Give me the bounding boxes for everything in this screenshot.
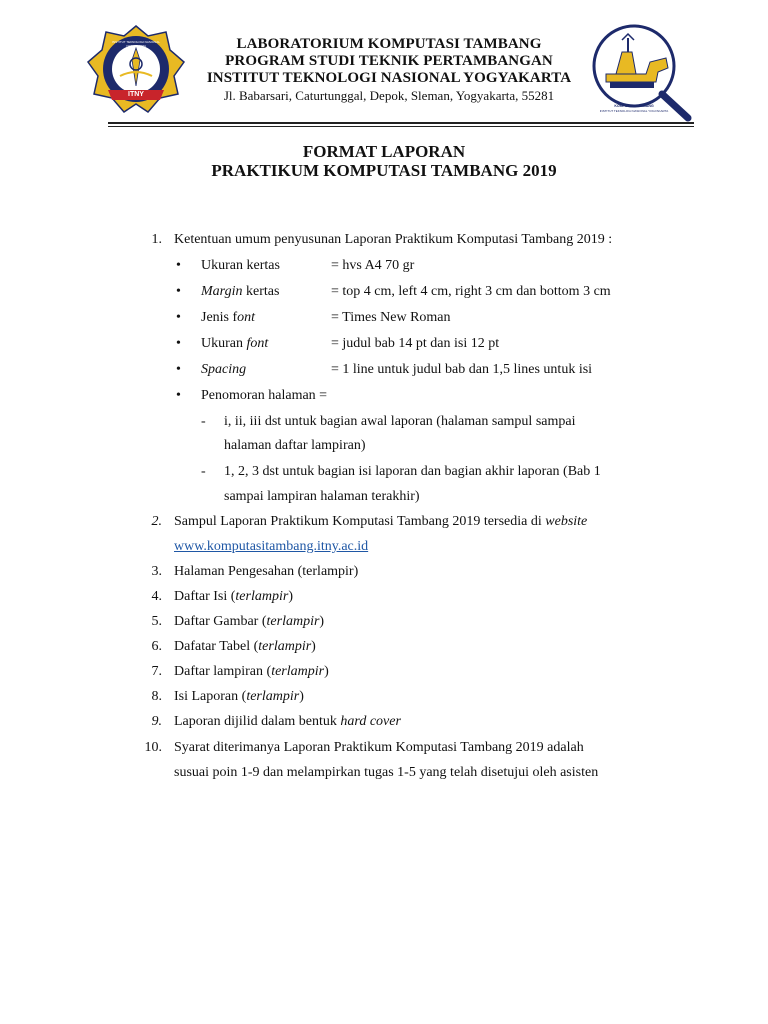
address: Jl. Babarsari, Caturtunggal, Depok, Sleman, Yogyakarta, 55281 xyxy=(223,88,555,103)
logo-ribbon-text: ITNY xyxy=(128,91,144,98)
bullet-value: = Times New Roman xyxy=(331,310,451,325)
dash: - xyxy=(201,414,206,429)
item-text: susuai poin 1-9 dan melampirkan tugas 1-5 yang telah disetujui oleh asisten xyxy=(174,765,599,780)
item-text xyxy=(174,514,587,530)
dash-text: i, ii, iii dst untuk bagian awal laporan (halaman sampul sampai xyxy=(224,414,576,429)
text-pre: Isi Laporan ( xyxy=(174,689,247,704)
text-pre: Laporan dijilid dalam bentuk xyxy=(174,714,341,729)
bullet-label: Ukuran kertas xyxy=(201,258,280,273)
item-text xyxy=(174,614,324,630)
bullet-label xyxy=(201,310,255,326)
item-text xyxy=(174,689,304,705)
item-number: 8. xyxy=(151,689,162,704)
bullet-value: = judul bab 14 pt dan isi 12 pt xyxy=(331,336,500,351)
item-text xyxy=(174,639,316,655)
text-pre: Daftar Isi ( xyxy=(174,589,236,604)
italic-term: ont xyxy=(237,310,256,325)
item-number: 6. xyxy=(151,639,162,654)
text-pre: Daftar lampiran ( xyxy=(174,664,272,679)
dash-text: halaman daftar lampiran) xyxy=(224,438,366,453)
logo-right-caption1: KOMPUTASI TAMBANG xyxy=(614,104,654,108)
letterhead xyxy=(190,36,588,104)
komputasi-tambang-logo xyxy=(588,22,696,122)
header-rule-thin xyxy=(108,126,694,127)
text-pre: Dafatar Tabel ( xyxy=(174,639,259,654)
italic-term: Margin xyxy=(201,284,243,299)
item-text xyxy=(174,714,401,730)
bullet: • xyxy=(176,362,181,377)
bullet: • xyxy=(176,388,181,403)
bullet-label xyxy=(201,284,279,300)
text-post: ) xyxy=(324,664,329,679)
website-link[interactable]: www.komputasitambang.itny.ac.id xyxy=(174,539,369,554)
item-text: Ketentuan umum penyusunan Laporan Praktikum Komputasi Tambang 2019 : xyxy=(174,232,613,247)
title-line-1: FORMAT LAPORAN xyxy=(302,142,466,161)
logo-right-caption2: INSTITUT TEKNOLOGI NASIONAL YOGYAKARTA xyxy=(599,109,669,113)
label-pre: Ukuran xyxy=(201,336,247,351)
item-number: 10. xyxy=(144,740,162,755)
italic-term: website xyxy=(545,514,588,529)
document-title xyxy=(0,142,768,180)
label-pre: Jenis f xyxy=(201,310,238,325)
item-text-main: Sampul Laporan Praktikum Komputasi Tambang 2019 tersedia di xyxy=(174,514,546,529)
bullet: • xyxy=(176,284,181,299)
item-text xyxy=(174,589,293,605)
title-line-2: PRAKTIKUM KOMPUTASI TAMBANG 2019 xyxy=(211,161,557,180)
dash: - xyxy=(201,464,206,479)
label-rest: kertas xyxy=(242,284,280,299)
text-post: ) xyxy=(288,589,293,604)
bullet-label xyxy=(201,336,268,352)
bullet: • xyxy=(176,258,181,273)
item-text xyxy=(174,664,329,680)
header-rule-thick xyxy=(108,122,694,124)
item-number: 7. xyxy=(151,664,162,679)
italic-term: terlampir xyxy=(271,664,325,679)
italic-term: terlampir xyxy=(246,689,300,704)
bullet-value: = top 4 cm, left 4 cm, right 3 cm dan bottom 3 cm xyxy=(331,284,611,299)
program-name: PROGRAM STUDI TEKNIK PERTAMBANGAN xyxy=(225,53,553,69)
item-number: 3. xyxy=(151,564,162,579)
italic-term: hard cover xyxy=(340,714,401,729)
bullet-label: Penomoran halaman = xyxy=(201,388,328,403)
italic-term: Spacing xyxy=(201,362,247,377)
bullet: • xyxy=(176,336,181,351)
dash-text: 1, 2, 3 dst untuk bagian isi laporan dan bagian akhir laporan (Bab 1 xyxy=(224,464,601,479)
bullet-label xyxy=(201,362,246,378)
bullet-value: = hvs A4 70 gr xyxy=(331,258,415,273)
text-post: ) xyxy=(311,639,316,654)
lab-name: LABORATORIUM KOMPUTASI TAMBANG xyxy=(236,36,542,52)
bullet-value: = 1 line untuk judul bab dan 1,5 lines untuk isi xyxy=(331,362,593,377)
institute-name: INSTITUT TEKNOLOGI NASIONAL YOGYAKARTA xyxy=(206,70,572,86)
italic-term: font xyxy=(246,336,269,351)
itny-logo xyxy=(86,24,186,116)
item-number: 4. xyxy=(151,589,162,604)
logo-ring-text: INSTITUT TEKNOLOGI NASIONAL YOGYAKARTA xyxy=(112,40,160,48)
item-number: 9. xyxy=(151,714,162,729)
item-number: 1. xyxy=(151,232,162,247)
italic-term: terlampir xyxy=(258,639,312,654)
item-text: Halaman Pengesahan (terlampir) xyxy=(174,564,359,579)
italic-term: terlampir xyxy=(266,614,320,629)
item-number: 5. xyxy=(151,614,162,629)
bullet: • xyxy=(176,310,181,325)
italic-term: terlampir xyxy=(235,589,289,604)
text-pre: Daftar Gambar ( xyxy=(174,614,267,629)
text-post: ) xyxy=(299,689,304,704)
text-post: ) xyxy=(319,614,325,629)
dash-text: sampai lampiran halaman terakhir) xyxy=(224,489,420,504)
item-text: Syarat diterimanya Laporan Praktikum Komputasi Tambang 2019 adalah xyxy=(174,740,584,755)
item-number: 2. xyxy=(151,514,162,529)
